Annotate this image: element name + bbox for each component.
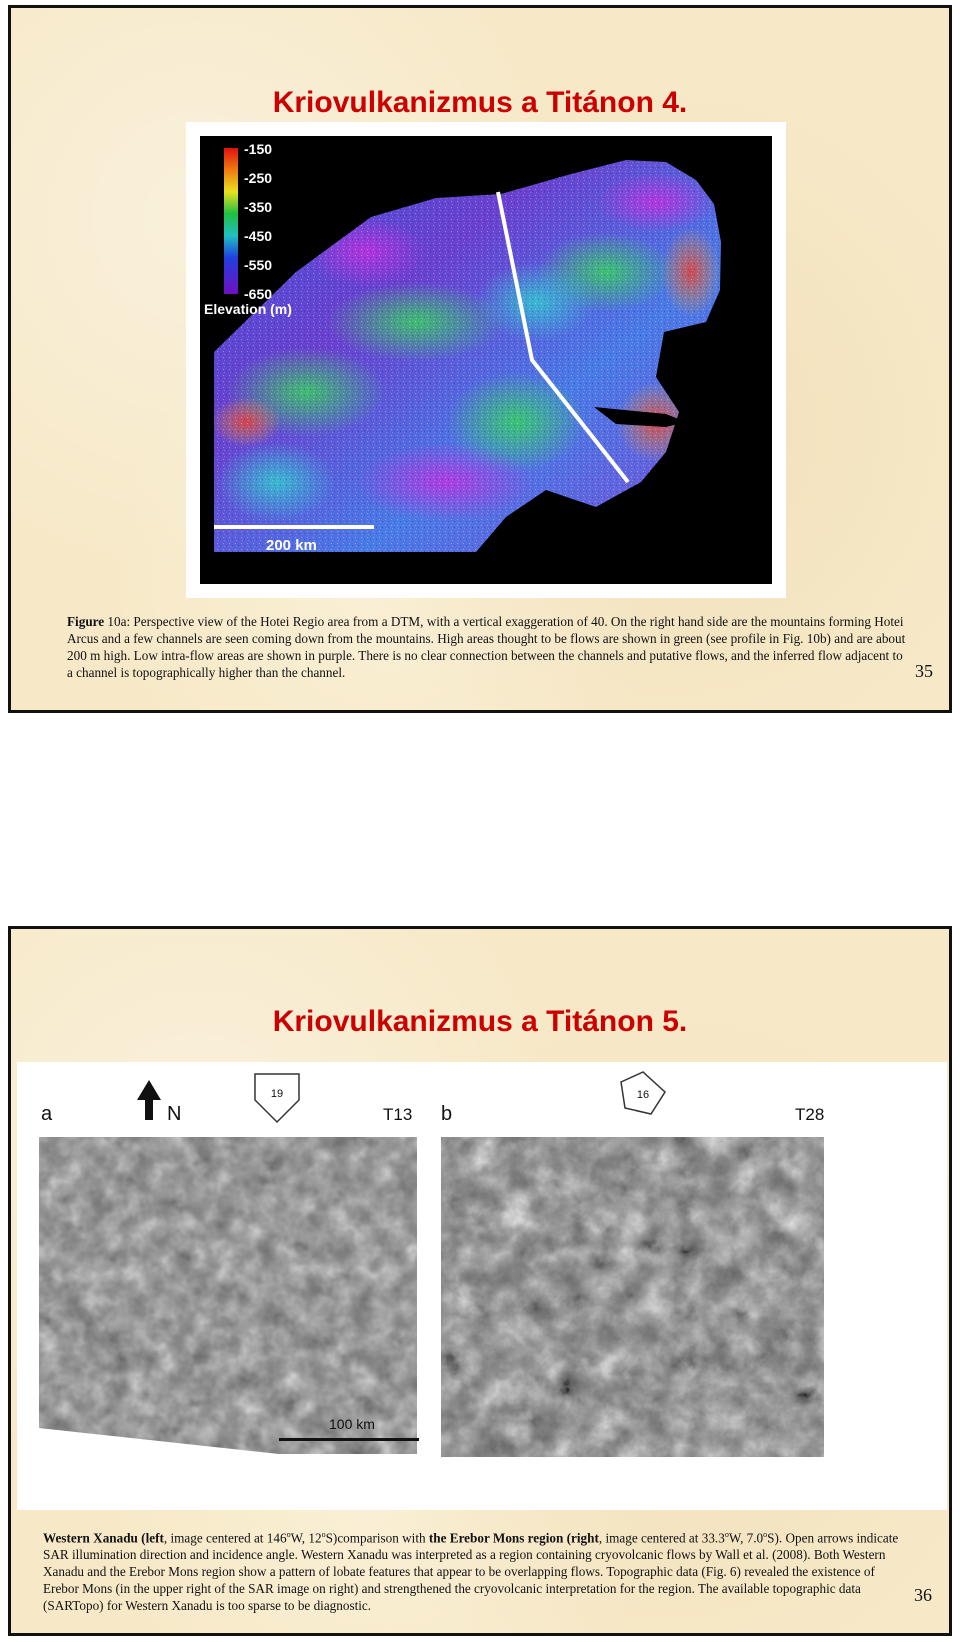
legend-value: -550 [244, 257, 273, 273]
sar-images [17, 1062, 947, 1510]
page-number: 35 [915, 661, 933, 681]
degree-sup: o [321, 1530, 326, 1539]
erebor-mons-sar-image [441, 1137, 824, 1457]
western-xanadu-sar-image [39, 1137, 419, 1457]
scale-bar [214, 525, 374, 529]
legend-value: -150 [244, 141, 273, 157]
panel-b [441, 1072, 824, 1457]
flyby-a-label: T13 [383, 1105, 413, 1124]
north-arrow-icon [137, 1080, 161, 1120]
incidence-angle-a: 19 [270, 1088, 284, 1100]
slide-36 [8, 926, 952, 1636]
caption-text: S)comparison with [325, 1530, 429, 1546]
scale-label: 100 km [329, 1416, 375, 1432]
dtm-image [186, 122, 786, 598]
caption-text: , image centered at 33.3 [598, 1530, 725, 1546]
illumination-arrow-icon [255, 1074, 299, 1122]
caption-text: W, 12 [290, 1530, 322, 1546]
degree-sup: o [286, 1530, 291, 1539]
incidence-angle-b: 16 [636, 1089, 650, 1101]
hotei-regio-dtm-figure [186, 122, 786, 598]
elevation-colorbar [224, 148, 238, 294]
page-number: 36 [914, 1585, 932, 1605]
caption-text: 10a: Perspective view of the Hotei Regio area from a DTM, with a vertical exaggeration of 40. On the right hand side are the mountains forming Hotei Arcus and a few channels are seen coming down from the mountains. High areas thought to be flows are shown in green (see profile in Fig. 10b) and are about 200 m high. Low intra-flow areas are shown in purple. There is no clear connection between the channels and putative flows, and the inferred flow adjacent to a channel is topographically higher than the channel. [67, 614, 906, 680]
panel-b-label: b [441, 1103, 453, 1125]
scale-label: 200 km [266, 537, 317, 554]
caption-lead: Figure [67, 614, 105, 629]
caption-bold: Western Xanadu (left [43, 1530, 164, 1546]
legend-value: -650 [244, 286, 273, 302]
caption-text: , image centered at 146 [163, 1530, 287, 1546]
panel-a-label: a [41, 1103, 53, 1125]
caption-text: S). Open arrows indicate SAR illumination direction and incidence angle. Western Xanadu was interpreted as a region containing cryovolcanic flows by Wall et al. (2008). Both Western Xanadu and the Erebor Mons region show a pattern of lobate features that appear to be overlapping flows. Topographic data (Fig. 6) revealed the existence of Erebor Mons (in the upper right of the SAR image on right) and strengthened the cryovolcanic interpretation for the region. The available topographic data (SARTopo) for Western Xanadu is too sparse to be diagnostic. [43, 1530, 899, 1614]
degree-sup: o [724, 1530, 729, 1539]
slide-35 [8, 5, 952, 713]
caption-text: W, 7.0 [728, 1530, 764, 1546]
degree-sup: o [763, 1530, 768, 1539]
figure-caption [43, 1526, 913, 1614]
legend-value: -350 [244, 199, 273, 215]
scale-bar [279, 1438, 419, 1441]
slide-title: Kriovulkanizmus a Titánon 4. [272, 86, 688, 119]
illumination-arrow-icon [621, 1072, 665, 1114]
caption-bold: the Erebor Mons region (right [428, 1530, 599, 1546]
sar-comparison-figure [17, 1062, 947, 1510]
legend-value: -250 [244, 170, 273, 186]
north-label: N [167, 1103, 182, 1125]
slide-title: Kriovulkanizmus a Titánon 5. [272, 1005, 688, 1038]
legend-title: Elevation (m) [204, 301, 292, 317]
legend-value: -450 [244, 228, 273, 244]
figure-caption [67, 613, 907, 681]
flyby-b-label: T28 [795, 1105, 825, 1124]
panel-a [39, 1074, 419, 1457]
